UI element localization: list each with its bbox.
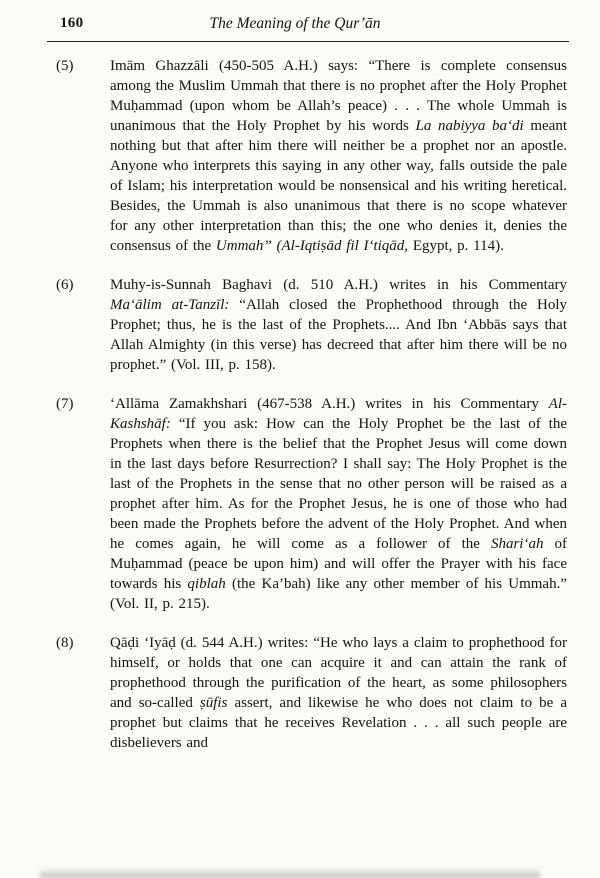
text-run: Egypt, p. 114). bbox=[408, 238, 504, 254]
text-run: assert, and likewise he who does not claim to be a prophet but claims that he receives Revelation . . . all such people are disbelievers and bbox=[110, 695, 567, 751]
text-run: Muhy-is-Sunnah Baghavi (d. 510 A.H.) writes in his Commentary bbox=[110, 277, 567, 293]
paragraph bbox=[56, 633, 567, 753]
paragraph-marker: (7) bbox=[56, 396, 74, 412]
italic-term: qiblah bbox=[187, 576, 226, 592]
italic-term: Al-Kashshāf: bbox=[110, 396, 567, 432]
paragraph-text bbox=[110, 633, 567, 753]
paragraph bbox=[56, 394, 567, 614]
page-number: 160 bbox=[60, 15, 84, 31]
header-rule bbox=[47, 41, 569, 42]
text-run: of Muḥammad (peace be upon him) and will offer the Prayer with his face towards his bbox=[110, 536, 567, 592]
text-run: “Allah closed the Prophethood through the Holy Prophet; thus, he is the last of the Prophets.... And Ibn ‘Abbās says that Allah Almighty (in this verse) has decreed that after him there will be no prophet.” (Vol. III, p. 158). bbox=[110, 297, 568, 373]
paragraph-marker: (8) bbox=[56, 635, 74, 651]
paragraph-text bbox=[110, 275, 567, 375]
text-run: Imām Ghazzāli (450-505 A.H.) says: “There is complete consensus among the Muslim Ummah that there is no prophet after the Holy Prophet Muḥammad (upon whom be Allah’s peace) . . . The whole Ummah is unanimous that the Holy Prophet by his words bbox=[110, 58, 567, 134]
italic-term: Ummah” (Al-Iqtiṣād fil I‘tiqād, bbox=[215, 238, 409, 254]
text-run: ‘Allāma Zamakhshari (467-538 A.H.) writes in his Commentary bbox=[110, 396, 549, 412]
page-bottom-scan-shadow bbox=[40, 868, 540, 878]
paragraph bbox=[56, 275, 567, 375]
italic-term: Ma‘ālim at-Tanzīl: bbox=[110, 297, 230, 313]
paragraph-marker: (6) bbox=[56, 277, 74, 293]
italic-term: ṣūfis bbox=[199, 695, 228, 711]
running-title: The Meaning of the Qur’ān bbox=[209, 15, 381, 32]
text-run: Qāḍi ‘Iyāḍ (d. 544 A.H.) writes: “He who lays a claim to prophethood for himself, or holds that one can acquire it and can attain the rank of prophethood through the purification of the heart, as some philosophers and so-called bbox=[110, 635, 567, 711]
italic-term: Shari‘ah bbox=[490, 536, 544, 552]
text-run: meant nothing but that after him there will neither be a prophet nor an apostle. Anyone who interprets this saying in any other way, falls outside the pale of Islam; his interpretation would be nonsensical and his writing heretical. Besides, the Ummah is also unanimous that there is no scope whatever for any other interpretation than this; the one who denies it, denies the consensus of the bbox=[110, 118, 568, 254]
paragraph-text bbox=[110, 56, 567, 256]
page-body bbox=[56, 56, 567, 753]
text-run: (the Ka’bah) like any other member of his Ummah.” (Vol. II, p. 215). bbox=[110, 576, 567, 612]
paragraph-marker: (5) bbox=[56, 58, 74, 74]
italic-term: La nabiyya ba‘di bbox=[415, 118, 524, 134]
text-run: “If you ask: How can the Holy Prophet be the last of the Prophets when there is the belief that the Prophet Jesus will come down in the last days before Resurrection? I shall say: The Holy Prophet is the last of the Prophets in the sense that no other person will be raised as a prophet after him. As for the Prophet Jesus, he is one of those who had been made the Prophets before the advent of the Holy Prophet. And when he comes again, he will come as a follower of the bbox=[110, 416, 567, 552]
paragraph-text bbox=[110, 394, 567, 614]
paragraph bbox=[56, 56, 567, 256]
